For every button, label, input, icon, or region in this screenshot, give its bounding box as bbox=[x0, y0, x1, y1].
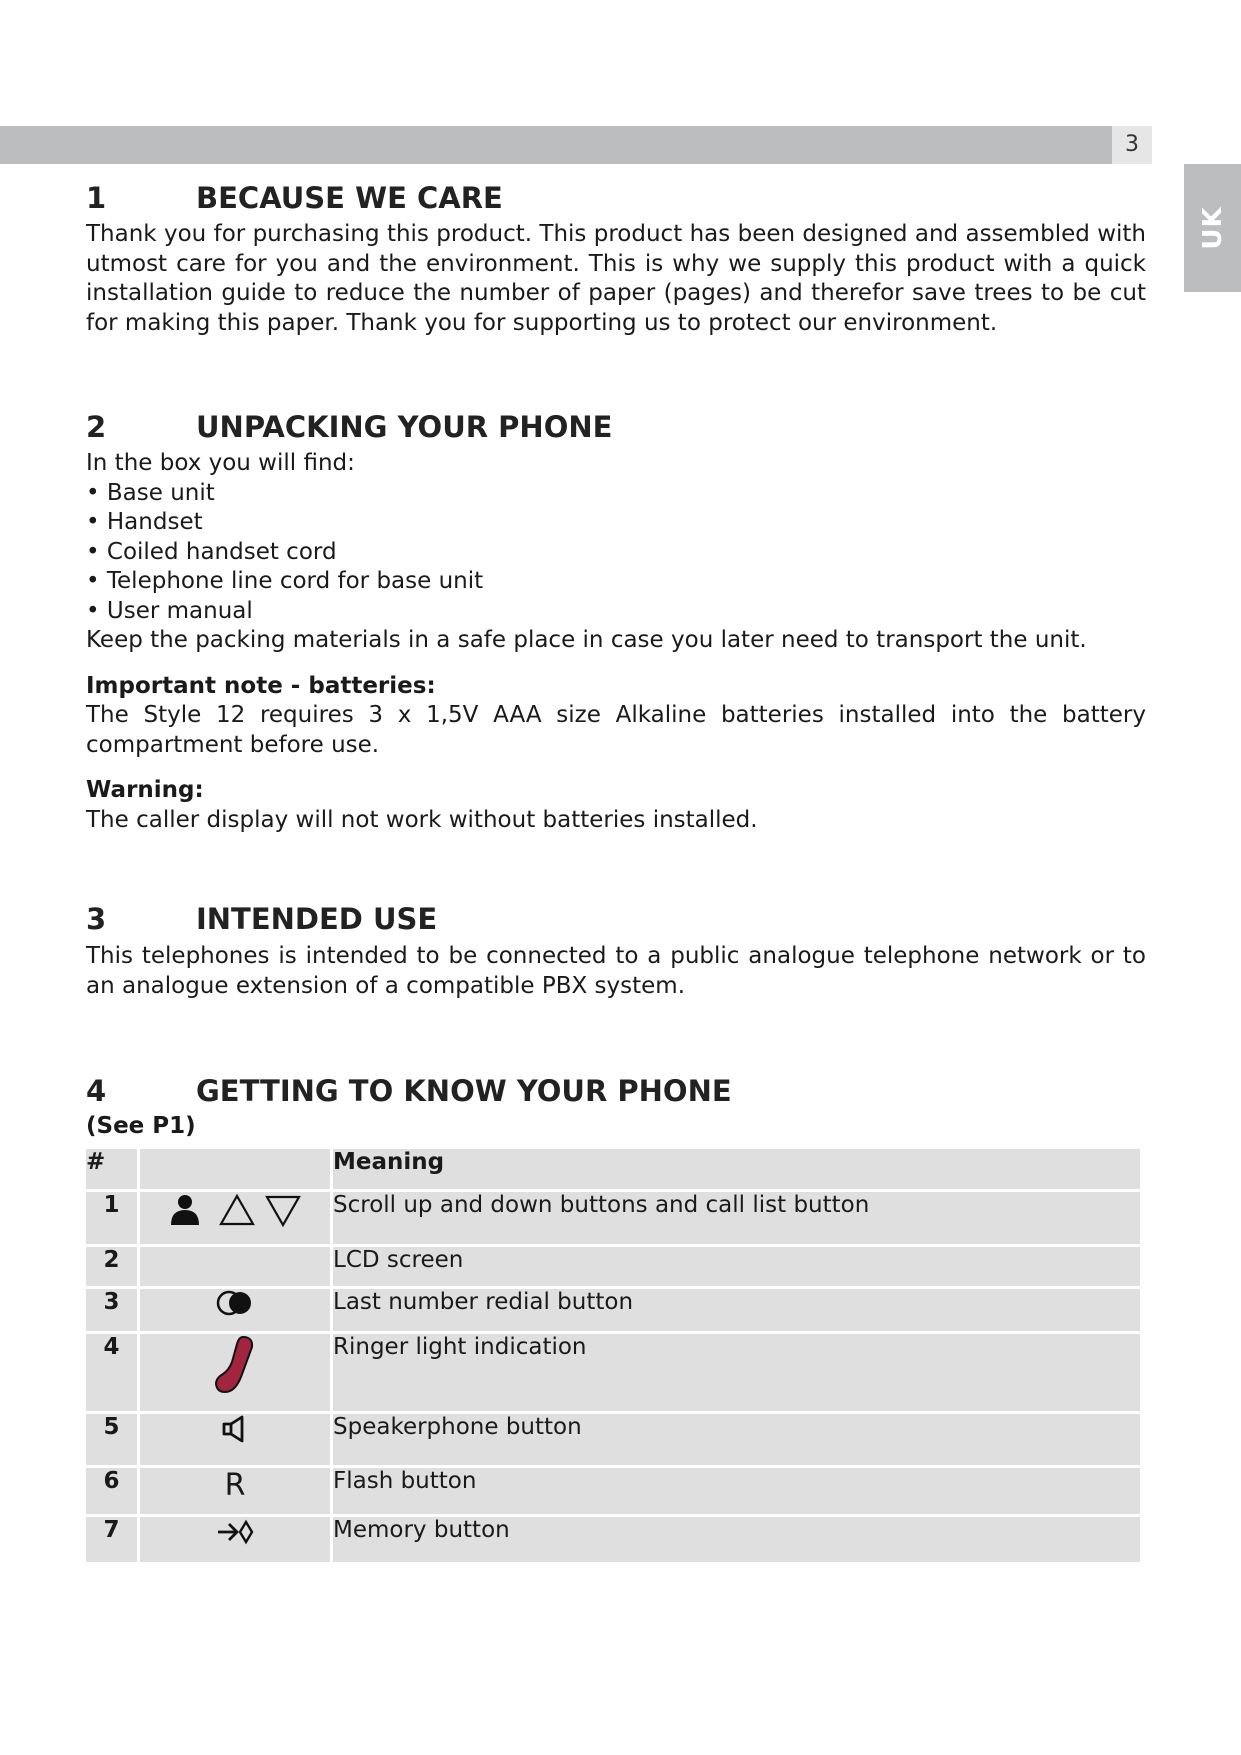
table-row bbox=[86, 1247, 1140, 1286]
warning-text: The caller display will not work without batteries installed. bbox=[86, 806, 758, 833]
important-note-text: The Style 12 requires 3 x 1,5V AAA size Alkaline batteries installed into the battery compartment before use. bbox=[86, 702, 1146, 758]
list-item: • Base unit bbox=[86, 479, 1146, 509]
speaker-icon bbox=[220, 1414, 250, 1444]
row-icon-cell bbox=[140, 1334, 330, 1411]
section-title: BECAUSE WE CARE bbox=[196, 181, 503, 215]
header-bar bbox=[0, 126, 1112, 164]
packing-note: Keep the packing materials in a safe place in case you later need to transport the unit. bbox=[86, 627, 1087, 653]
section-heading bbox=[86, 407, 1146, 447]
section-title: UNPACKING YOUR PHONE bbox=[196, 410, 613, 444]
warning-label: Warning: bbox=[86, 777, 204, 803]
header-num: # bbox=[86, 1149, 137, 1189]
table-row bbox=[86, 1517, 1140, 1562]
box-contents-list bbox=[86, 479, 1146, 627]
page-number: 3 bbox=[1112, 126, 1152, 164]
table-row bbox=[86, 1334, 1140, 1411]
row-number: 1 bbox=[86, 1192, 137, 1244]
keys-table bbox=[83, 1146, 1143, 1565]
section-unpacking bbox=[86, 407, 1146, 835]
row-icon-cell bbox=[140, 1247, 330, 1286]
row-icon-cell bbox=[140, 1192, 330, 1244]
section-heading bbox=[86, 899, 1146, 939]
row-meaning: Ringer light indication bbox=[333, 1334, 1140, 1411]
row-number: 6 bbox=[86, 1468, 137, 1514]
row-meaning: LCD screen bbox=[333, 1247, 1140, 1286]
row-number: 2 bbox=[86, 1247, 137, 1286]
header-meaning: Meaning bbox=[333, 1149, 1140, 1189]
list-item: • User manual bbox=[86, 597, 1146, 627]
section-heading bbox=[86, 178, 1146, 218]
section-because-we-care bbox=[86, 178, 1146, 338]
list-item: • Coiled handset cord bbox=[86, 538, 1146, 568]
table-row bbox=[86, 1289, 1140, 1331]
row-meaning: Last number redial button bbox=[333, 1289, 1140, 1331]
table-header-row bbox=[86, 1149, 1140, 1189]
language-tab-label: UK bbox=[1197, 206, 1228, 250]
list-item: • Telephone line cord for base unit bbox=[86, 567, 1146, 597]
row-number: 3 bbox=[86, 1289, 137, 1331]
scroll-up-icon bbox=[221, 1196, 253, 1224]
section-number: 2 bbox=[86, 410, 107, 444]
section-getting-to-know bbox=[86, 1071, 1146, 1565]
row-meaning: Flash button bbox=[333, 1468, 1140, 1514]
row-icon-cell bbox=[140, 1414, 330, 1465]
handset-light-icon bbox=[213, 1334, 257, 1396]
memory-arrow-icon bbox=[215, 1517, 255, 1547]
row-icon-cell bbox=[140, 1517, 330, 1562]
table-row bbox=[86, 1192, 1140, 1244]
section-number: 4 bbox=[86, 1074, 107, 1108]
list-item: • Handset bbox=[86, 508, 1146, 538]
section-intended-use bbox=[86, 899, 1146, 1001]
row-meaning: Speakerphone button bbox=[333, 1414, 1140, 1465]
table-row bbox=[86, 1414, 1140, 1465]
section-heading bbox=[86, 1071, 1146, 1111]
section-title: GETTING TO KNOW YOUR PHONE bbox=[196, 1074, 732, 1108]
row-meaning: Memory button bbox=[333, 1517, 1140, 1562]
table-row bbox=[86, 1468, 1140, 1514]
section-title: INTENDED USE bbox=[196, 902, 438, 936]
flash-r-icon: R bbox=[140, 1468, 330, 1514]
row-meaning: Scroll up and down buttons and call list button bbox=[333, 1192, 1140, 1244]
important-note-label: Important note - batteries: bbox=[86, 672, 436, 699]
scroll-down-icon bbox=[267, 1197, 299, 1225]
section-body: This telephones is intended to be connected to a public analogue telephone network or to an analogue extension of a compatible PBX system. bbox=[86, 943, 1146, 999]
section-number: 1 bbox=[86, 181, 107, 215]
row-number: 4 bbox=[86, 1334, 137, 1411]
section-number: 3 bbox=[86, 902, 107, 936]
box-contents-intro: In the box you will find: bbox=[86, 450, 355, 476]
row-icon-cell bbox=[140, 1289, 330, 1331]
row-number: 7 bbox=[86, 1517, 137, 1562]
row-number: 5 bbox=[86, 1414, 137, 1465]
see-reference: (See P1) bbox=[86, 1113, 196, 1139]
redial-icon bbox=[215, 1289, 255, 1317]
section-body: Thank you for purchasing this product. This product has been designed and assembled with utmost care for you and the environment. This is why we supply this product with a quick installation guide to reduce the number of paper (pages) and therefor save trees to be cut for making this paper. Thank you for supporting us to protect our environment. bbox=[86, 221, 1146, 336]
page-content bbox=[86, 178, 1146, 1565]
contact-up-down-icons bbox=[165, 1192, 305, 1228]
language-tab bbox=[1184, 164, 1241, 292]
contact-icon bbox=[171, 1195, 199, 1225]
header-icon bbox=[140, 1149, 330, 1189]
